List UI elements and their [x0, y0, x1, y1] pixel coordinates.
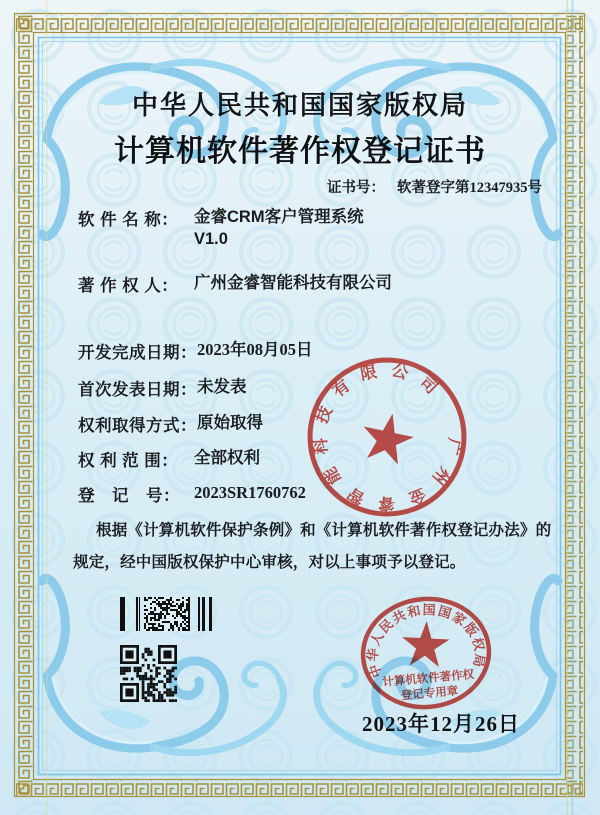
barcode	[120, 597, 212, 631]
official-seal-line2: 登记专用章	[400, 685, 459, 703]
field-copyright-owner	[78, 272, 392, 296]
official-registration-seal	[356, 592, 496, 718]
registration-statement-line2: 规定，经中国版权保护中心审核，对以上事项予以登记。	[73, 554, 466, 571]
field-label: 登 记 号：	[78, 487, 180, 505]
field-value: 未发表	[197, 378, 247, 396]
field-label: 首次发表日期：	[78, 381, 197, 399]
registration-statement-line1: 根据《计算机软件保护条例》和《计算机软件著作权登记办法》的	[96, 522, 552, 539]
field-label: 开发完成日期：	[78, 344, 197, 362]
field-value: 全部权利	[194, 449, 260, 467]
official-seal-line1: 计算机软件著作权	[381, 668, 475, 689]
field-rights-scope	[78, 447, 260, 471]
field-label: 著 作 权 人：	[78, 277, 179, 295]
certificate-number-value: 软著登字第12347935号	[397, 180, 542, 196]
field-value: 2023年08月05日	[197, 340, 313, 359]
certificate-number-line	[0, 176, 542, 197]
issue-date: 2023年12月26日	[362, 712, 520, 736]
field-value: 原始取得	[197, 414, 263, 432]
field-label: 软 件 名 称：	[78, 211, 179, 229]
field-label: 权 利 范 围：	[78, 452, 179, 470]
field-value: 广州金睿智能科技有限公司	[194, 274, 392, 292]
issuing-authority-title: 中华人民共和国国家版权局	[131, 91, 468, 120]
field-label: 权利取得方式：	[78, 417, 197, 435]
company-seal-ring-text: 广州金睿智能科技有限公司	[311, 360, 464, 514]
field-dev-complete-date	[78, 339, 313, 363]
seal-star-icon	[401, 620, 451, 668]
field-software-name	[78, 206, 364, 250]
official-seal-ring-text: 中华人民共和国国家版权局	[364, 602, 488, 680]
qr-code	[120, 645, 178, 702]
field-value: 金睿CRM客户管理系统 V1.0	[194, 208, 364, 248]
field-first-publish-date	[78, 376, 247, 400]
seal-star-icon	[357, 408, 417, 466]
certificate-title: 计算机软件著作权登记证书	[114, 135, 486, 168]
field-rights-acquisition	[78, 412, 263, 436]
company-red-seal	[305, 355, 469, 519]
software-version: V1.0	[194, 230, 228, 248]
certificate-number-label: 证书号：	[327, 180, 385, 196]
field-value: 2023SR1760762	[194, 483, 306, 502]
field-registration-number	[78, 482, 306, 506]
